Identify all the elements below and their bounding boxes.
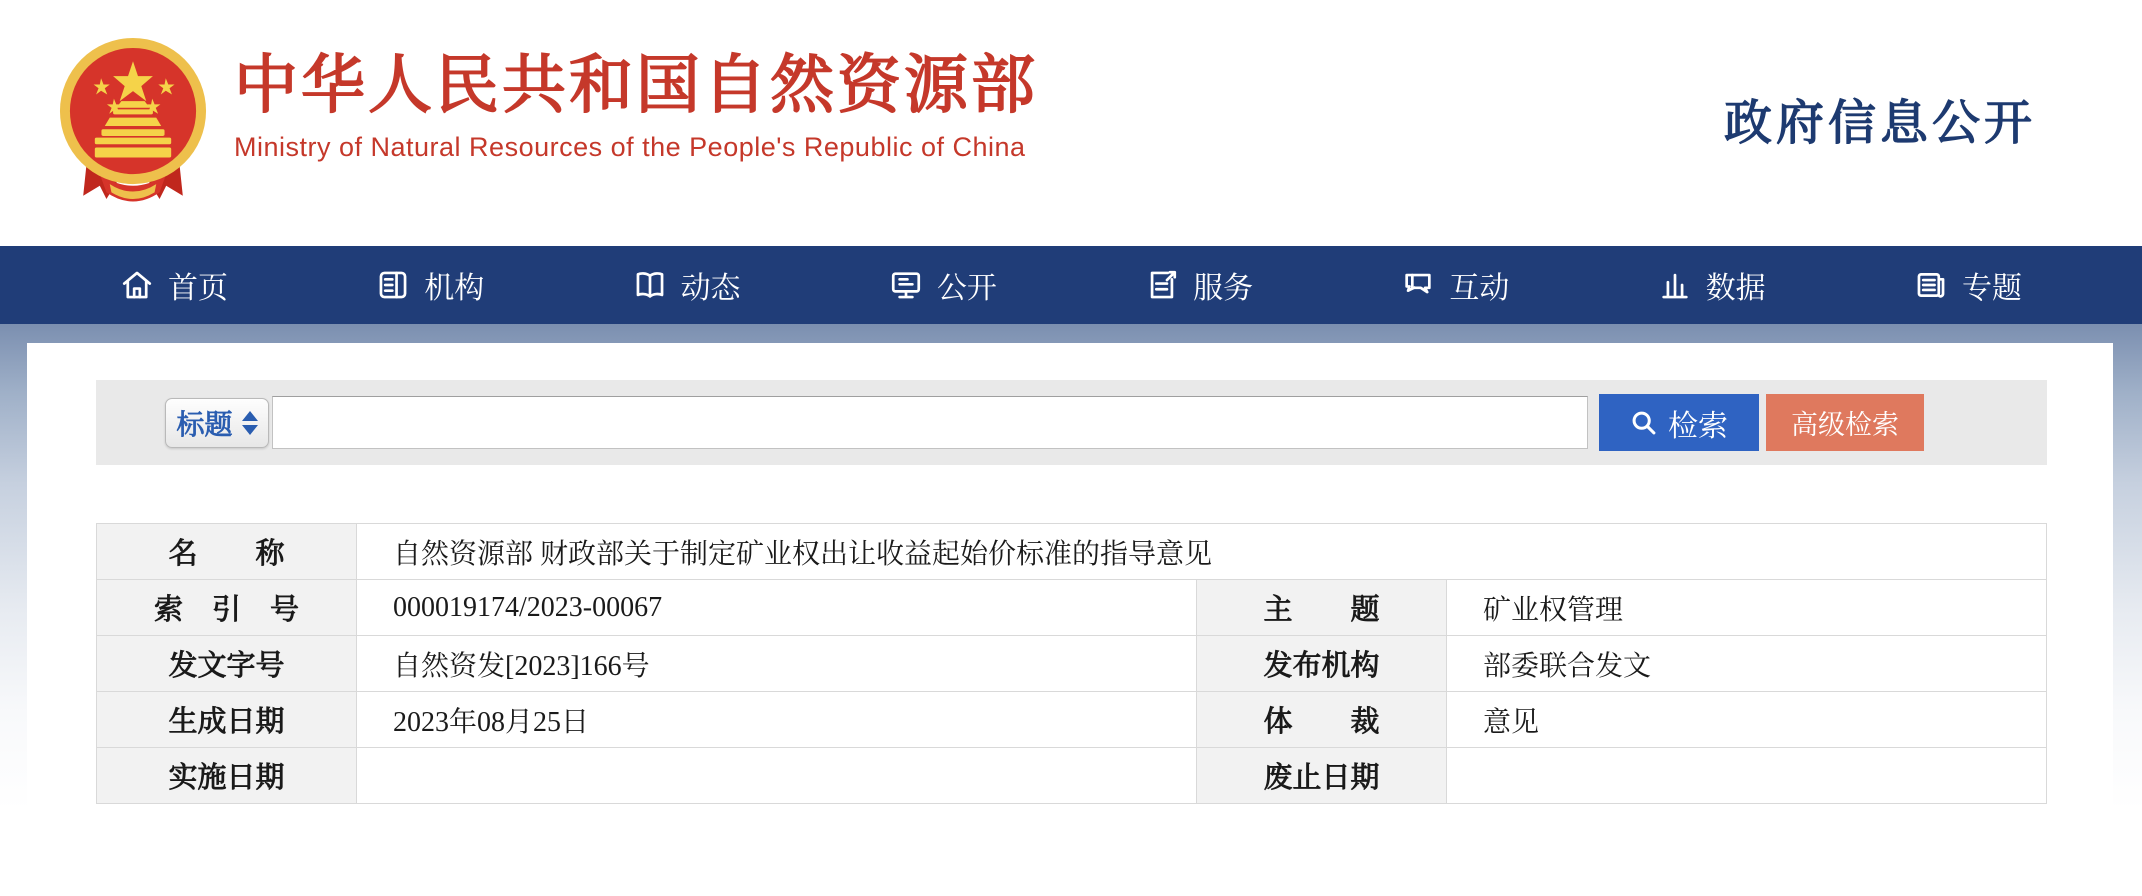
search-field-select-value: 标题 bbox=[176, 408, 233, 440]
site-title-en: Ministry of Natural Resources of the People's Republic of China bbox=[234, 132, 1026, 163]
search-icon bbox=[1630, 409, 1658, 437]
table-row bbox=[97, 692, 2047, 748]
content-card bbox=[27, 343, 2113, 896]
table-row bbox=[97, 636, 2047, 692]
nav-item-topics[interactable] bbox=[1914, 263, 2022, 307]
organization-icon bbox=[376, 268, 410, 302]
field-label-issuing-agency: 发布机构 bbox=[1196, 636, 1446, 692]
home-icon bbox=[120, 268, 154, 302]
advanced-search-button[interactable] bbox=[1766, 394, 1924, 451]
field-label-repeal-date: 废止日期 bbox=[1196, 748, 1446, 804]
site-title-block bbox=[234, 50, 1038, 163]
nav-item-label: 机构 bbox=[424, 272, 485, 305]
disclosure-icon bbox=[889, 268, 923, 302]
china-national-emblem-icon bbox=[50, 34, 216, 208]
nav-item-disclosure[interactable] bbox=[889, 263, 997, 307]
topics-icon bbox=[1914, 268, 1948, 302]
field-value-subject: 矿业权管理 bbox=[1446, 580, 2046, 636]
nav-item-organization[interactable] bbox=[376, 263, 484, 307]
field-value-doc-name: 自然资源部 财政部关于制定矿业权出让收益起始价标准的指导意见 bbox=[357, 524, 2047, 580]
field-value-index-number: 000019174/2023-00067 bbox=[357, 580, 1197, 636]
service-icon bbox=[1145, 268, 1179, 302]
news-icon bbox=[633, 268, 667, 302]
site-header bbox=[0, 0, 2142, 246]
field-label-doc-name: 名 称 bbox=[97, 524, 357, 580]
document-metadata-table bbox=[96, 523, 2047, 804]
field-value-doc-number: 自然资发[2023]166号 bbox=[357, 636, 1197, 692]
nav-item-news[interactable] bbox=[633, 263, 741, 307]
interaction-icon bbox=[1401, 268, 1435, 302]
field-label-create-date: 生成日期 bbox=[97, 692, 357, 748]
field-label-doc-number: 发文字号 bbox=[97, 636, 357, 692]
nav-item-home[interactable] bbox=[120, 263, 228, 307]
select-updown-icon bbox=[242, 411, 258, 435]
search-button-label: 检索 bbox=[1668, 409, 1728, 443]
nav-item-data[interactable] bbox=[1658, 263, 1766, 307]
section-title-gov-info-disclosure: 政府信息公开 bbox=[1723, 97, 2036, 150]
search-button[interactable] bbox=[1599, 394, 1759, 451]
nav-item-label: 数据 bbox=[1705, 272, 1766, 305]
field-value-implement-date bbox=[357, 748, 1197, 804]
field-label-implement-date: 实施日期 bbox=[97, 748, 357, 804]
nav-item-label: 动态 bbox=[680, 272, 741, 305]
field-label-subject: 主 题 bbox=[1196, 580, 1446, 636]
site-title-cn: 中华人民共和国自然资源部 bbox=[234, 49, 1038, 121]
advanced-search-button-label: 高级检索 bbox=[1791, 410, 1899, 440]
nav-item-label: 公开 bbox=[936, 272, 997, 305]
search-input[interactable] bbox=[272, 396, 1588, 449]
search-field-select[interactable] bbox=[165, 398, 269, 448]
field-value-create-date: 2023年08月25日 bbox=[357, 692, 1197, 748]
nav-item-label: 服务 bbox=[1193, 272, 1254, 305]
field-label-genre: 体 裁 bbox=[1196, 692, 1446, 748]
field-value-genre: 意见 bbox=[1446, 692, 2046, 748]
table-row bbox=[97, 748, 2047, 804]
nav-item-label: 首页 bbox=[168, 272, 228, 305]
table-row bbox=[97, 524, 2047, 580]
field-value-issuing-agency: 部委联合发文 bbox=[1446, 636, 2046, 692]
search-bar bbox=[96, 380, 2047, 465]
field-label-index-number: 索 引 号 bbox=[97, 580, 357, 636]
field-value-repeal-date bbox=[1446, 748, 2046, 804]
nav-item-label: 专题 bbox=[1961, 272, 2022, 305]
table-row bbox=[97, 580, 2047, 636]
nav-item-interaction[interactable] bbox=[1401, 263, 1509, 307]
main-nav bbox=[0, 246, 2142, 324]
nav-item-service[interactable] bbox=[1145, 263, 1253, 307]
data-icon bbox=[1658, 268, 1692, 302]
nav-item-label: 互动 bbox=[1449, 272, 1510, 305]
